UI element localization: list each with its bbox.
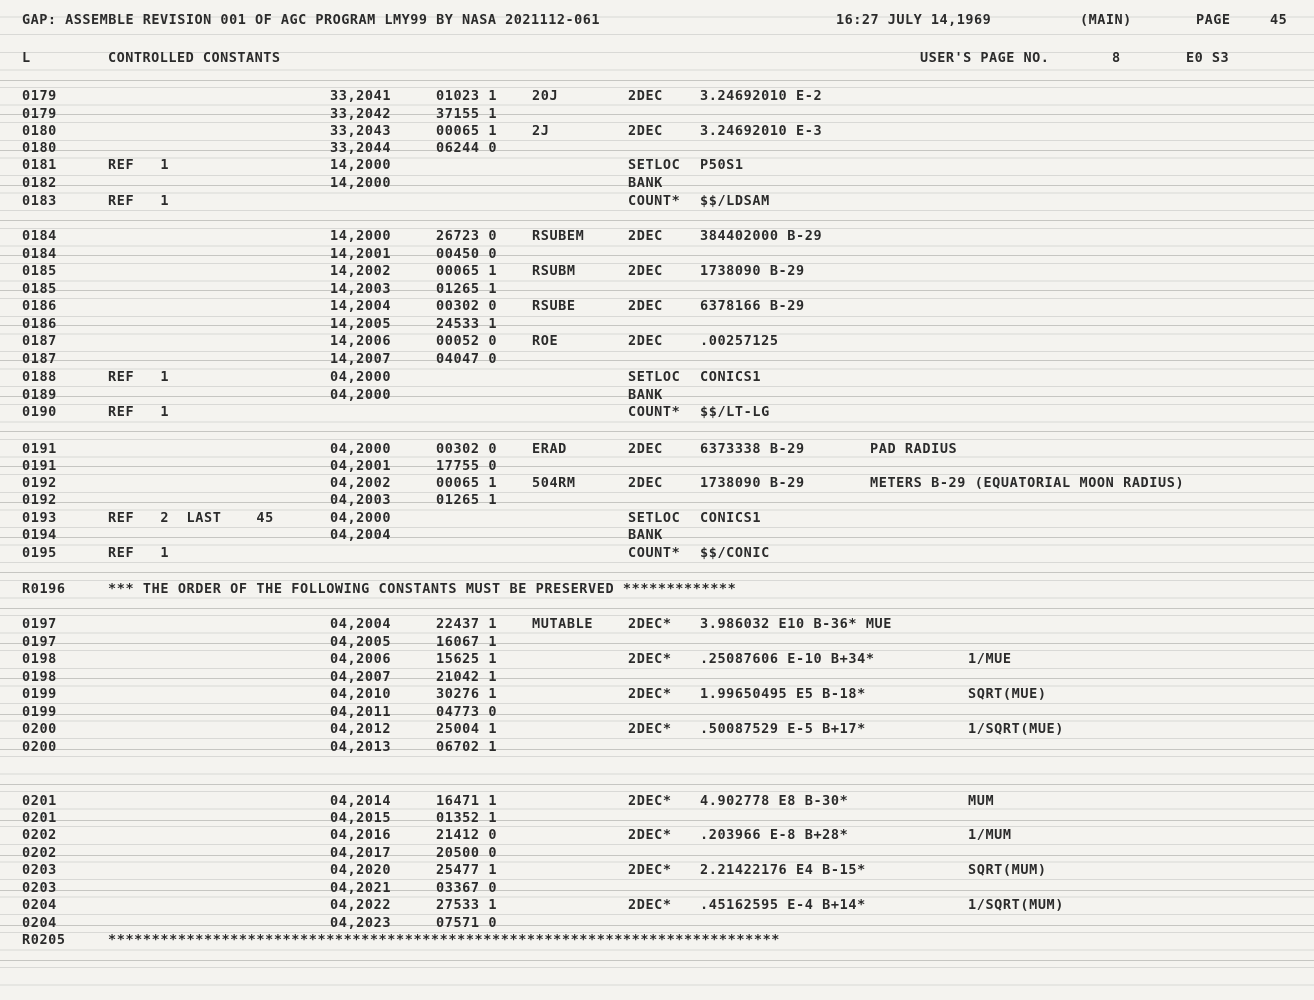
header-main: (MAIN) xyxy=(1080,12,1132,28)
comment: 1/SQRT(MUM) xyxy=(968,897,1065,913)
ref-field: REF 2 LAST 45 xyxy=(108,510,274,526)
listing-row xyxy=(0,880,1314,897)
line-number: 0186 xyxy=(22,298,57,314)
operand: .00257125 xyxy=(700,333,779,349)
listing-row xyxy=(0,810,1314,827)
octal-word: 06244 0 xyxy=(436,140,498,156)
label: RSUBEM xyxy=(532,228,585,244)
line-number: R0196 xyxy=(22,581,66,597)
octal-word: 16067 1 xyxy=(436,634,498,650)
comment: SQRT(MUE) xyxy=(968,686,1047,702)
listing-row xyxy=(0,932,1314,949)
listing-row xyxy=(0,862,1314,879)
comment: 1/MUE xyxy=(968,651,1012,667)
address: 04,2002 xyxy=(330,475,392,491)
label: RSUBE xyxy=(532,298,576,314)
address: 14,2006 xyxy=(330,333,392,349)
octal-word: 17755 0 xyxy=(436,458,498,474)
address: 04,2010 xyxy=(330,686,392,702)
listing-row xyxy=(0,475,1314,492)
label: ROE xyxy=(532,333,559,349)
address: 33,2043 xyxy=(330,123,392,139)
line-number: 0191 xyxy=(22,441,57,457)
ruled-line xyxy=(0,572,1314,573)
operand: 3.986032 E10 B-36* MUE xyxy=(700,616,893,632)
line-number: 0180 xyxy=(22,140,57,156)
listing-row xyxy=(0,157,1314,174)
line-number: 0188 xyxy=(22,369,57,385)
operand: 6378166 B-29 xyxy=(700,298,805,314)
address: 04,2005 xyxy=(330,634,392,650)
line-number: 0201 xyxy=(22,793,57,809)
opcode: 2DEC xyxy=(628,298,663,314)
opcode: 2DEC* xyxy=(628,827,672,843)
line-number: 0185 xyxy=(22,263,57,279)
opcode: 2DEC* xyxy=(628,651,672,667)
listing-row xyxy=(0,351,1314,368)
address: 04,2006 xyxy=(330,651,392,667)
header-page-number: 45 xyxy=(1270,12,1288,28)
ruled-line xyxy=(0,220,1314,221)
opcode: 2DEC xyxy=(628,333,663,349)
listing-row xyxy=(0,793,1314,810)
line-number: 0198 xyxy=(22,669,57,685)
address: 04,2004 xyxy=(330,616,392,632)
octal-word: 20500 0 xyxy=(436,845,498,861)
octal-word: 04773 0 xyxy=(436,704,498,720)
operand: 3.24692010 E-2 xyxy=(700,88,823,104)
line-number: 0192 xyxy=(22,475,57,491)
listing-row xyxy=(0,897,1314,914)
ref-field: REF 1 xyxy=(108,545,170,561)
line-number: 0203 xyxy=(22,880,57,896)
address: 04,2004 xyxy=(330,527,392,543)
address: 04,2000 xyxy=(330,441,392,457)
line-number: 0187 xyxy=(22,351,57,367)
listing-row xyxy=(0,333,1314,350)
listing-row xyxy=(0,281,1314,298)
users-page-number: 8 xyxy=(1112,50,1121,66)
listing-row xyxy=(0,228,1314,245)
address: 04,2017 xyxy=(330,845,392,861)
address: 14,2003 xyxy=(330,281,392,297)
line-number: 0202 xyxy=(22,827,57,843)
listing-row xyxy=(0,686,1314,703)
comment: METERS B-29 (EQUATORIAL MOON RADIUS) xyxy=(870,475,1185,491)
ruled-line xyxy=(0,960,1314,961)
listing-row xyxy=(0,510,1314,527)
opcode: 2DEC xyxy=(628,228,663,244)
line-number: 0193 xyxy=(22,510,57,526)
line-number: 0201 xyxy=(22,810,57,826)
line-number: 0184 xyxy=(22,228,57,244)
label: MUTABLE xyxy=(532,616,594,632)
address: 04,2015 xyxy=(330,810,392,826)
address: 04,2020 xyxy=(330,862,392,878)
address: 14,2000 xyxy=(330,157,392,173)
operand: CONICS1 xyxy=(700,369,762,385)
listing-row xyxy=(0,316,1314,333)
octal-word: 21412 0 xyxy=(436,827,498,843)
comment: 1/MUM xyxy=(968,827,1012,843)
octal-word: 00065 1 xyxy=(436,475,498,491)
address: 04,2003 xyxy=(330,492,392,508)
comment: MUM xyxy=(968,793,995,809)
octal-word: 00450 0 xyxy=(436,246,498,262)
line-number: 0190 xyxy=(22,404,57,420)
address: 14,2004 xyxy=(330,298,392,314)
address: 33,2042 xyxy=(330,106,392,122)
operand: .25087606 E-10 B+34* xyxy=(700,651,875,667)
listing-row xyxy=(0,669,1314,686)
operand: 4.902778 E8 B-30* xyxy=(700,793,849,809)
line-number: 0179 xyxy=(22,88,57,104)
octal-word: 27533 1 xyxy=(436,897,498,913)
address: 14,2007 xyxy=(330,351,392,367)
listing-row xyxy=(0,246,1314,263)
opcode: BANK xyxy=(628,175,663,191)
octal-word: 01265 1 xyxy=(436,281,498,297)
comment: 1/SQRT(MUE) xyxy=(968,721,1065,737)
operand: $$/LDSAM xyxy=(700,193,770,209)
address: 14,2000 xyxy=(330,228,392,244)
operand: $$/LT-LG xyxy=(700,404,770,420)
octal-word: 22437 1 xyxy=(436,616,498,632)
opcode: SETLOC xyxy=(628,510,681,526)
opcode: 2DEC* xyxy=(628,793,672,809)
octal-word: 04047 0 xyxy=(436,351,498,367)
address: 04,2011 xyxy=(330,704,392,720)
comment: PAD RADIUS xyxy=(870,441,958,457)
address: 14,2005 xyxy=(330,316,392,332)
opcode: 2DEC* xyxy=(628,897,672,913)
address: 04,2000 xyxy=(330,369,392,385)
address: 04,2014 xyxy=(330,793,392,809)
ref-field: REF 1 xyxy=(108,369,170,385)
octal-word: 06702 1 xyxy=(436,739,498,755)
listing-row xyxy=(0,123,1314,140)
address: 14,2002 xyxy=(330,263,392,279)
address: 04,2001 xyxy=(330,458,392,474)
line-number: 0203 xyxy=(22,862,57,878)
line-number: 0192 xyxy=(22,492,57,508)
line-number: 0184 xyxy=(22,246,57,262)
opcode: 2DEC xyxy=(628,475,663,491)
ruled-line xyxy=(0,80,1314,81)
label: 2J xyxy=(532,123,550,139)
operand: P50S1 xyxy=(700,157,744,173)
address: 14,2001 xyxy=(330,246,392,262)
address: 04,2021 xyxy=(330,880,392,896)
line-number: 0200 xyxy=(22,721,57,737)
listing-note: *** THE ORDER OF THE FOLLOWING CONSTANTS MUST BE PRESERVED ************* xyxy=(108,581,737,597)
line-number: 0181 xyxy=(22,157,57,173)
listing-row xyxy=(0,616,1314,633)
line-number: 0191 xyxy=(22,458,57,474)
operand: 384402000 B-29 xyxy=(700,228,823,244)
line-number: 0204 xyxy=(22,915,57,931)
ruled-line xyxy=(0,608,1314,609)
line-number: 0200 xyxy=(22,739,57,755)
ref-field: REF 1 xyxy=(108,157,170,173)
line-number: 0195 xyxy=(22,545,57,561)
operand: .50087529 E-5 B+17* xyxy=(700,721,866,737)
address: 04,2023 xyxy=(330,915,392,931)
opcode: SETLOC xyxy=(628,369,681,385)
opcode: 2DEC* xyxy=(628,862,672,878)
operand: 1738090 B-29 xyxy=(700,475,805,491)
listing-row xyxy=(0,404,1314,421)
line-number: 0194 xyxy=(22,527,57,543)
operand: .203966 E-8 B+28* xyxy=(700,827,849,843)
opcode: COUNT* xyxy=(628,193,681,209)
octal-word: 15625 1 xyxy=(436,651,498,667)
octal-word: 01352 1 xyxy=(436,810,498,826)
opcode: 2DEC xyxy=(628,441,663,457)
octal-word: 30276 1 xyxy=(436,686,498,702)
address: 14,2000 xyxy=(330,175,392,191)
line-number: 0183 xyxy=(22,193,57,209)
address: 33,2041 xyxy=(330,88,392,104)
subheader-code: E0 S3 xyxy=(1186,50,1230,66)
ref-field: REF 1 xyxy=(108,193,170,209)
listing-row xyxy=(0,387,1314,404)
listing-row xyxy=(0,721,1314,738)
operand: 1.99650495 E5 B-18* xyxy=(700,686,866,702)
header-title: GAP: ASSEMBLE REVISION 001 OF AGC PROGRAM LMY99 BY NASA 2021112-061 xyxy=(22,12,601,28)
octal-word: 25477 1 xyxy=(436,862,498,878)
operand: CONICS1 xyxy=(700,510,762,526)
opcode: SETLOC xyxy=(628,157,681,173)
listing-row xyxy=(0,492,1314,509)
label: 20J xyxy=(532,88,559,104)
opcode: BANK xyxy=(628,387,663,403)
listing-row xyxy=(0,369,1314,386)
line-number: 0198 xyxy=(22,651,57,667)
octal-word: 21042 1 xyxy=(436,669,498,685)
address: 33,2044 xyxy=(330,140,392,156)
section-title: CONTROLLED CONSTANTS xyxy=(108,50,281,66)
listing-row xyxy=(0,634,1314,651)
listing-row xyxy=(0,827,1314,844)
operand: $$/CONIC xyxy=(700,545,770,561)
octal-word: 37155 1 xyxy=(436,106,498,122)
listing-row xyxy=(0,845,1314,862)
header-page-label: PAGE xyxy=(1196,12,1231,28)
octal-word: 00302 0 xyxy=(436,441,498,457)
operand: .45162595 E-4 B+14* xyxy=(700,897,866,913)
opcode: COUNT* xyxy=(628,404,681,420)
line-number: 0186 xyxy=(22,316,57,332)
opcode: 2DEC* xyxy=(628,616,672,632)
listing-row xyxy=(0,704,1314,721)
opcode: 2DEC xyxy=(628,88,663,104)
line-number: 0202 xyxy=(22,845,57,861)
ref-field: REF 1 xyxy=(108,404,170,420)
operand: 2.21422176 E4 B-15* xyxy=(700,862,866,878)
line-number: 0189 xyxy=(22,387,57,403)
line-number: 0197 xyxy=(22,634,57,650)
listing-row xyxy=(0,298,1314,315)
header-timestamp: 16:27 JULY 14,1969 xyxy=(836,12,992,28)
listing-row xyxy=(0,441,1314,458)
listing-row xyxy=(0,527,1314,544)
octal-word: 00065 1 xyxy=(436,123,498,139)
listing-row xyxy=(0,106,1314,123)
octal-word: 24533 1 xyxy=(436,316,498,332)
line-number: R0205 xyxy=(22,932,66,948)
line-number: 0199 xyxy=(22,686,57,702)
listing-row xyxy=(0,915,1314,932)
listing-note: ***************************************************************************** xyxy=(108,932,781,948)
octal-word: 26723 0 xyxy=(436,228,498,244)
label: 504RM xyxy=(532,475,576,491)
line-number: 0204 xyxy=(22,897,57,913)
octal-word: 01265 1 xyxy=(436,492,498,508)
operand: 1738090 B-29 xyxy=(700,263,805,279)
opcode: 2DEC* xyxy=(628,686,672,702)
octal-word: 01023 1 xyxy=(436,88,498,104)
line-number: 0179 xyxy=(22,106,57,122)
listing-row xyxy=(0,545,1314,562)
users-page-label: USER'S PAGE NO. xyxy=(920,50,1050,66)
opcode: 2DEC xyxy=(628,263,663,279)
octal-word: 25004 1 xyxy=(436,721,498,737)
listing-row xyxy=(0,581,1314,598)
line-number: 0199 xyxy=(22,704,57,720)
ruled-line xyxy=(0,784,1314,785)
line-number: 0185 xyxy=(22,281,57,297)
address: 04,2000 xyxy=(330,510,392,526)
address: 04,2013 xyxy=(330,739,392,755)
opcode: COUNT* xyxy=(628,545,681,561)
operand: 6373338 B-29 xyxy=(700,441,805,457)
comment: SQRT(MUM) xyxy=(968,862,1047,878)
octal-word: 00302 0 xyxy=(436,298,498,314)
octal-word: 00065 1 xyxy=(436,263,498,279)
opcode: 2DEC xyxy=(628,123,663,139)
opcode: BANK xyxy=(628,527,663,543)
subheader-left: L xyxy=(22,50,31,66)
address: 04,2000 xyxy=(330,387,392,403)
label: RSUBM xyxy=(532,263,576,279)
octal-word: 03367 0 xyxy=(436,880,498,896)
address: 04,2022 xyxy=(330,897,392,913)
listing-row xyxy=(0,88,1314,105)
line-number: 0180 xyxy=(22,123,57,139)
listing-row xyxy=(0,739,1314,756)
address: 04,2016 xyxy=(330,827,392,843)
listing-row xyxy=(0,193,1314,210)
octal-word: 00052 0 xyxy=(436,333,498,349)
listing-row xyxy=(0,458,1314,475)
listing-row xyxy=(0,140,1314,157)
octal-word: 07571 0 xyxy=(436,915,498,931)
address: 04,2012 xyxy=(330,721,392,737)
octal-word: 16471 1 xyxy=(436,793,498,809)
line-number: 0187 xyxy=(22,333,57,349)
ruled-line xyxy=(0,431,1314,432)
address: 04,2007 xyxy=(330,669,392,685)
opcode: 2DEC* xyxy=(628,721,672,737)
listing-row xyxy=(0,175,1314,192)
listing-row xyxy=(0,263,1314,280)
line-number: 0182 xyxy=(22,175,57,191)
operand: 3.24692010 E-3 xyxy=(700,123,823,139)
listing-row xyxy=(0,651,1314,668)
line-number: 0197 xyxy=(22,616,57,632)
label: ERAD xyxy=(532,441,567,457)
